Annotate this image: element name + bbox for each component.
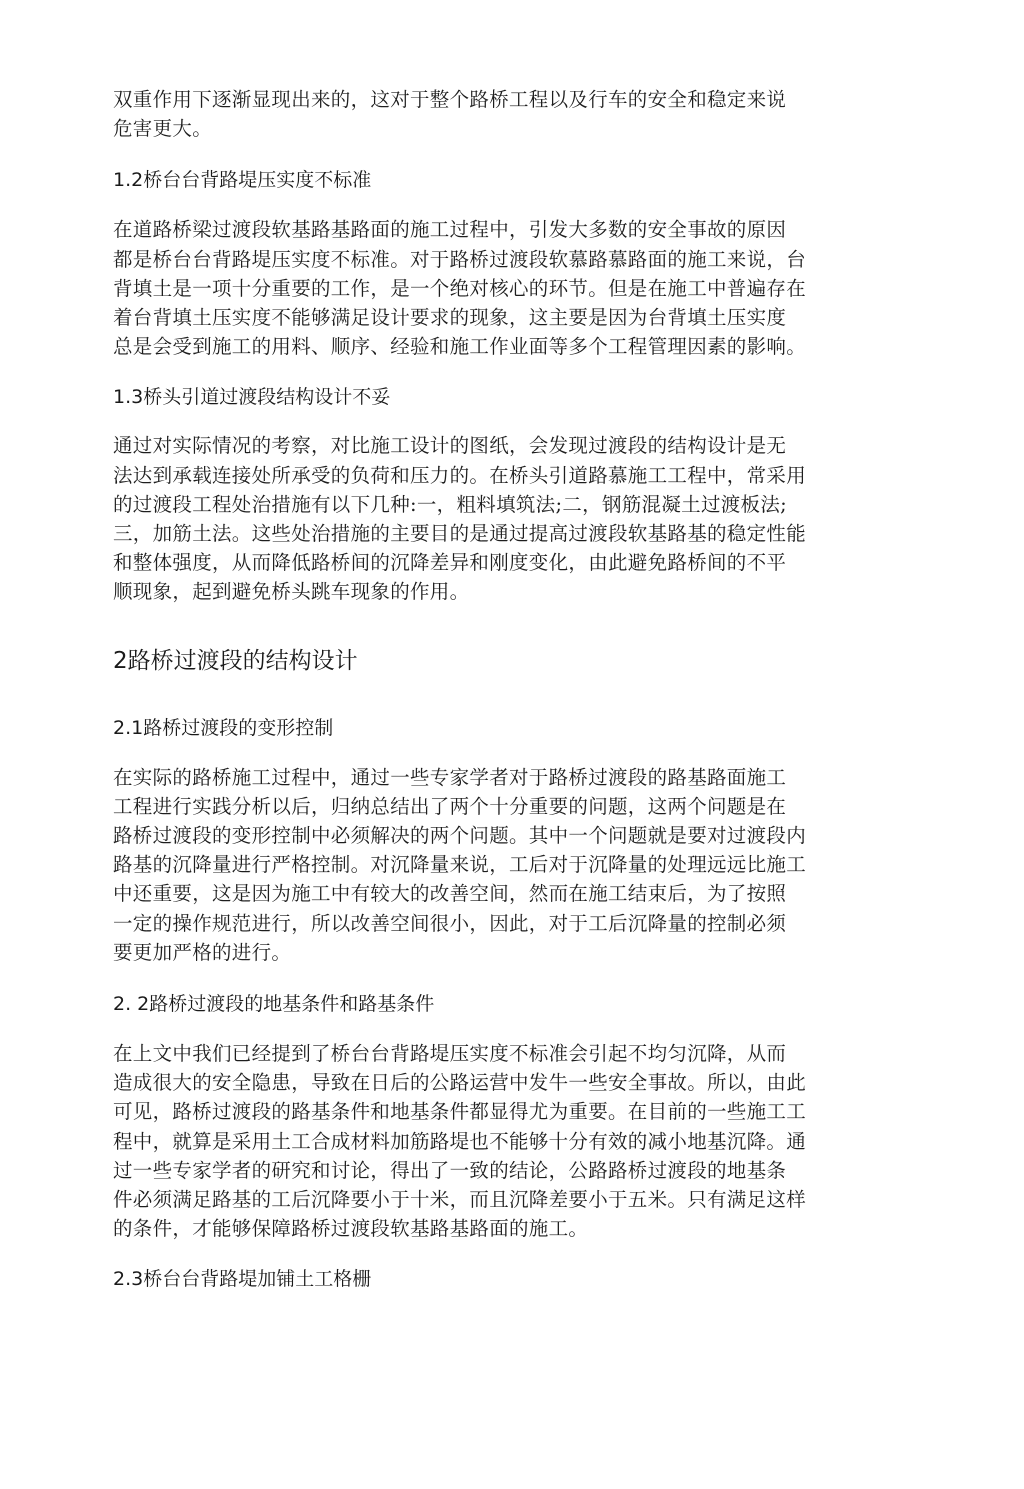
text-line: 的过渡段工程处治措施有以下几种:一，粗料填筑法;二，钢筋混凝土过渡板法; — [113, 492, 788, 516]
text-line: 在上文中我们已经提到了桥台台背路堤压实度不标准会引起不均匀沉降，从而 — [113, 1042, 787, 1066]
text-line: 在道路桥梁过渡段软基路基路面的施工过程中，引发大多数的安全事故的原因 — [113, 218, 787, 242]
text-line: 和整体强度，从而降低路桥间的沉降差异和刚度变化，由此避免路桥间的不平 — [113, 551, 787, 575]
text-line: 工程进行实践分析以后，归纳总结出了两个十分重要的问题，这两个问题是在 — [113, 794, 787, 818]
paragraph-2-1 — [113, 763, 893, 967]
text-line: 程中，就算是采用土工合成材料加筋路堤也不能够十分有效的减小地基沉降。通 — [113, 1129, 807, 1153]
paragraph-intro-continued — [113, 85, 893, 143]
text-line: 都是桥台台背路堤压实度不标准。对于路桥过渡段软慕路慕路面的施工来说，台 — [113, 247, 807, 271]
text-line: 总是会受到施工的用料、顺序、经验和施工作业面等多个工程管理因素的影响。 — [113, 335, 807, 359]
text-line: 造成很大的安全隐患，导致在日后的公路运营中发牛一些安全事故。所以，由此 — [113, 1071, 807, 1095]
text-line: 件必须满足路基的工后沉降要小于十米，而且沉降差要小于五米。只有满足这样 — [113, 1188, 807, 1212]
text-line: 中还重要，这是因为施工中有较大的改善空间，然而在施工结束后，为了按照 — [113, 882, 787, 906]
text-line: 要更加严格的进行。 — [113, 940, 292, 964]
subheading-1-2: 1.2桥台台背路堤压实度不标准 — [113, 169, 372, 192]
text-line: 危害更大。 — [113, 117, 213, 141]
subheading-2-1: 2.1路桥过渡段的变形控制 — [113, 716, 334, 739]
section-heading-2: 2路桥过渡段的结构设计 — [113, 647, 358, 674]
text-line: 通过对实际情况的考察，对比施工设计的图纸，会发现过渡段的结构设计是无 — [113, 434, 787, 458]
text-line: 的条件，才能够保障路桥过渡段软基路基路面的施工。 — [113, 1217, 589, 1241]
text-line: 路基的沉降量进行严格控制。对沉降量来说，工后对于沉降量的处理远远比施工 — [113, 853, 807, 877]
paragraph-2-2 — [113, 1039, 893, 1243]
text-line: 三，加筋土法。这些处治措施的主要目的是通过提高过渡段软基路基的稳定性能 — [113, 522, 807, 546]
text-line: 一定的操作规范进行，所以改善空间很小，因此，对于工后沉降量的控制必须 — [113, 911, 787, 935]
text-line: 过一些专家学者的研究和讨论，得出了一致的结论，公路路桥过渡段的地基条 — [113, 1158, 787, 1182]
text-line: 可见，路桥过渡段的路基条件和地基条件都显得尤为重要。在目前的一些施工工 — [113, 1100, 807, 1124]
text-line: 背填土是一项十分重要的工作，是一个绝对核心的环节。但是在施工中普遍存在 — [113, 276, 807, 300]
paragraph-1-3 — [113, 431, 893, 606]
subheading-1-3: 1.3桥头引道过渡段结构设计不妥 — [113, 386, 391, 409]
document-page — [113, 78, 893, 1293]
subheading-2-2: 2. 2路桥过渡段的地基条件和路基条件 — [113, 993, 435, 1016]
paragraph-1-2 — [113, 215, 893, 361]
subheading-2-3: 2.3桥台台背路堤加铺土工格栅 — [113, 1268, 372, 1291]
text-line: 顺现象，起到避免桥头跳车现象的作用。 — [113, 580, 470, 604]
text-line: 路桥过渡段的变形控制中必须解决的两个问题。其中一个问题就是要对过渡段内 — [113, 824, 807, 848]
text-line: 法达到承载连接处所承受的负荷和压力的。在桥头引道路慕施工工程中，常采用 — [113, 463, 807, 487]
text-line: 双重作用下逐渐显现出来的，这对于整个路桥工程以及行车的安全和稳定来说 — [113, 88, 787, 111]
text-line: 着台背填土压实度不能够满足设计要求的现象，这主要是因为台背填土压实度 — [113, 306, 787, 330]
text-line: 在实际的路桥施工过程中，通过一些专家学者对于路桥过渡段的路基路面施工 — [113, 765, 787, 789]
